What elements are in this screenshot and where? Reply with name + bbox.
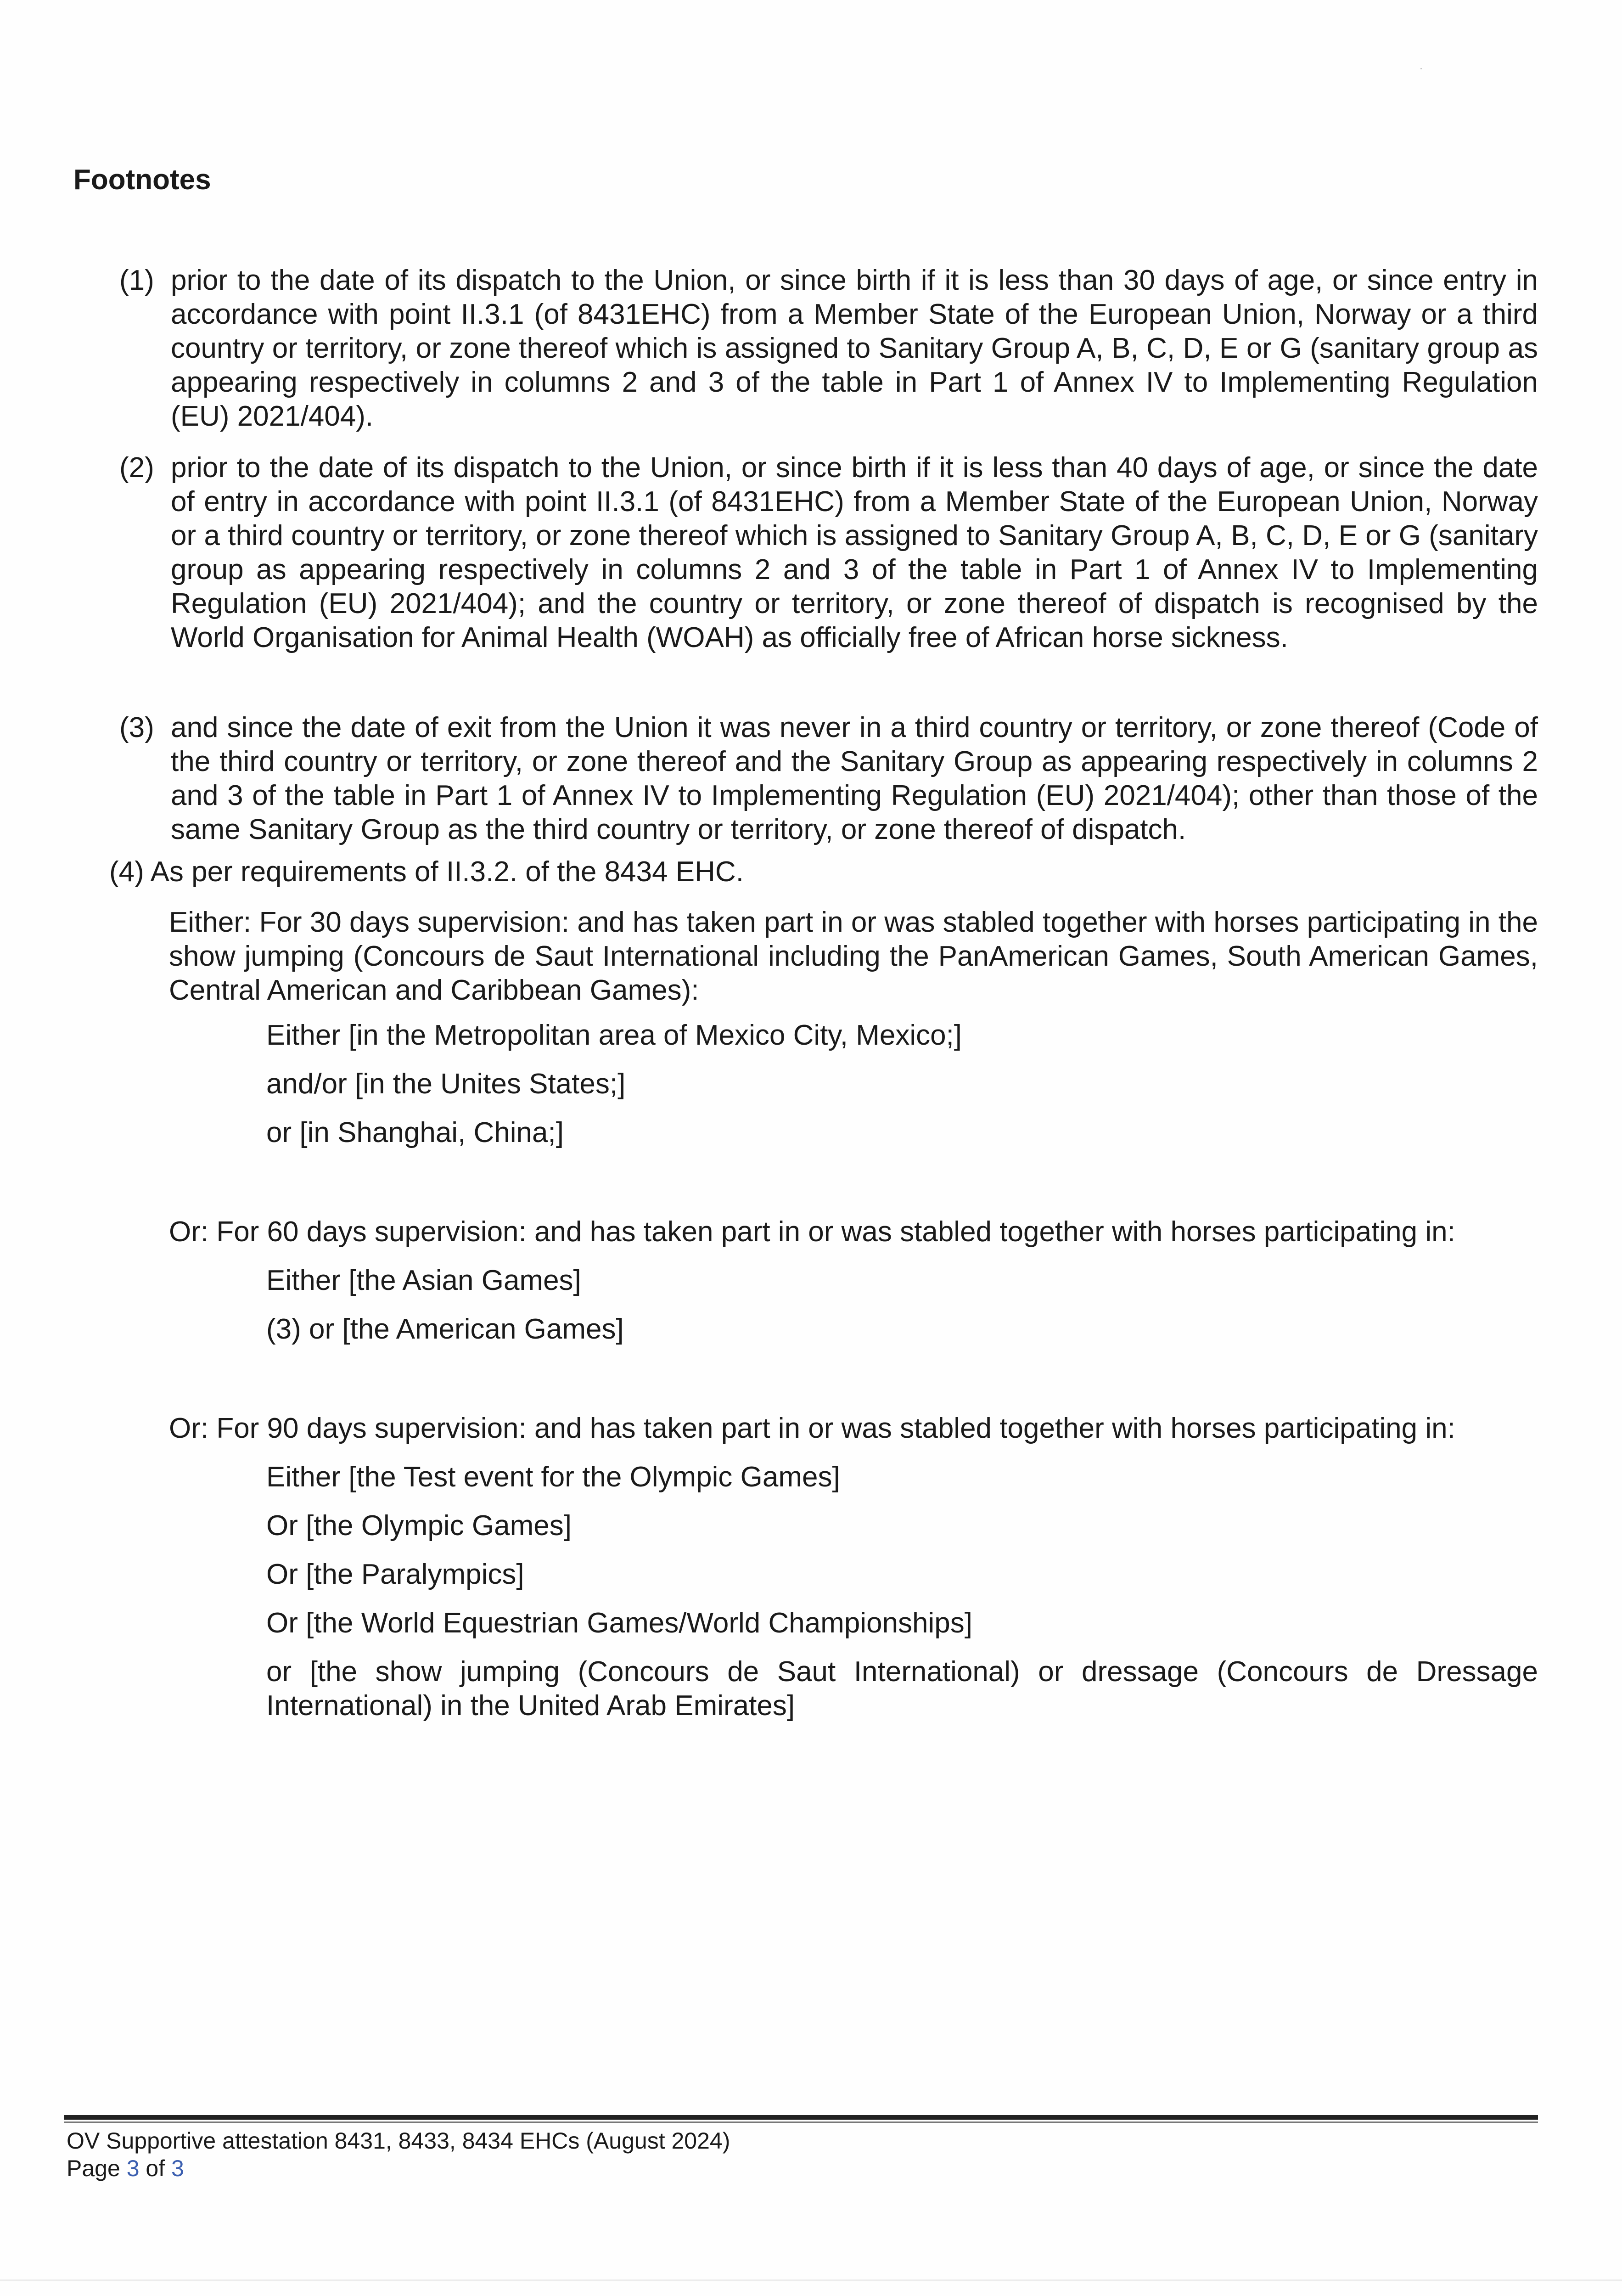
- footnote-text: prior to the date of its dispatch to the Union, or since birth if it is less than 40 days of age, or since the date of entry in accordance with point II.3.1 (of 8431EHC) from a Member State of the European Union, Norway or a third country or territory, or zone thereof which is assigned to Sanitary Group A, B, C, D, E or G (sanitary group as appearing respectively in columns 2 and 3 of the table in Part 1 of Annex IV to Implementing Regulation (EU) 2021/404); and the country or territory, or zone thereof of dispatch is recognised by the World Organisation for Animal Health (WOAH) as officially free of African horse sickness.: [171, 452, 1538, 653]
- list-item: Or [the World Equestrian Games/World Championships]: [266, 1607, 973, 1639]
- list-item: Or [the Olympic Games]: [266, 1510, 572, 1542]
- supervision-30-days: Either: For 30 days supervision: and has taken part in or was stabled together with horses participating in the show jumping (Concours de Saut International including the PanAmerican Games, South American Games, Central American and Caribbean Games):: [169, 906, 1538, 1006]
- list-item: Either [in the Metropolitan area of Mexico City, Mexico;]: [266, 1019, 962, 1051]
- list-item: Either [the Asian Games]: [266, 1265, 581, 1296]
- scan-edge: [0, 2279, 1622, 2281]
- footnotes-heading: Footnotes: [73, 164, 211, 196]
- footnote-1: [119, 264, 1538, 433]
- list-item: Either [the Test event for the Olympic Games]: [266, 1461, 840, 1493]
- footnote-text: prior to the date of its dispatch to the Union, or since birth if it is less than 30 days of age, or since entry in accordance with point II.3.1 (of 8431EHC) from a Member State of the European Union, Norway or a third country or territory, or zone thereof which is assigned to Sanitary Group A, B, C, D, E or G (sanitary group as appearing respectively in columns 2 and 3 of the table in Part 1 of Annex IV to Implementing Regulation (EU) 2021/404).: [171, 264, 1538, 432]
- footer-title: OV Supportive attestation 8431, 8433, 8434 EHCs (August 2024): [67, 2128, 730, 2154]
- footnote-marker: (1): [119, 264, 154, 296]
- footnote-marker: (2): [119, 452, 154, 484]
- footnote-4-heading: (4) As per requirements of II.3.2. of the 8434 EHC.: [109, 856, 744, 888]
- list-item: or [the show jumping (Concours de Saut International) or dressage (Concours de Dressage International) in the United Arab Emirates]: [266, 1656, 1538, 1722]
- supervision-60-days: Or: For 60 days supervision: and has taken part in or was stabled together with horses participating in:: [169, 1216, 1455, 1248]
- supervision-90-days: Or: For 90 days supervision: and has taken part in or was stabled together with horses participating in:: [169, 1412, 1455, 1444]
- footer-rule-secondary: [64, 2122, 1538, 2123]
- list-item: (3) or [the American Games]: [266, 1313, 624, 1345]
- footer-page-number: [67, 2155, 184, 2182]
- scan-artifact: [1420, 68, 1422, 69]
- footnote-3: [119, 711, 1538, 847]
- footer-rule: [64, 2115, 1538, 2120]
- page-current: 3: [126, 2155, 140, 2181]
- footnote-2: [119, 451, 1538, 655]
- footnote-text: and since the date of exit from the Union it was never in a third country or territory, or zone thereof (Code of the third country or territory, or zone thereof and the Sanitary Group as appearing respectively in columns 2 and 3 of the table in Part 1 of Annex IV to Implementing Regulation (EU) 2021/404); other than those of the same Sanitary Group as the third country or territory, or zone thereof of dispatch.: [171, 712, 1538, 845]
- page-total: 3: [171, 2155, 184, 2181]
- list-item: and/or [in the Unites States;]: [266, 1068, 626, 1100]
- page-label: Page: [67, 2155, 120, 2181]
- footnote-marker: (3): [119, 712, 154, 743]
- page-of-label: of: [146, 2155, 165, 2181]
- list-item: or [in Shanghai, China;]: [266, 1117, 564, 1148]
- list-item: Or [the Paralympics]: [266, 1559, 524, 1590]
